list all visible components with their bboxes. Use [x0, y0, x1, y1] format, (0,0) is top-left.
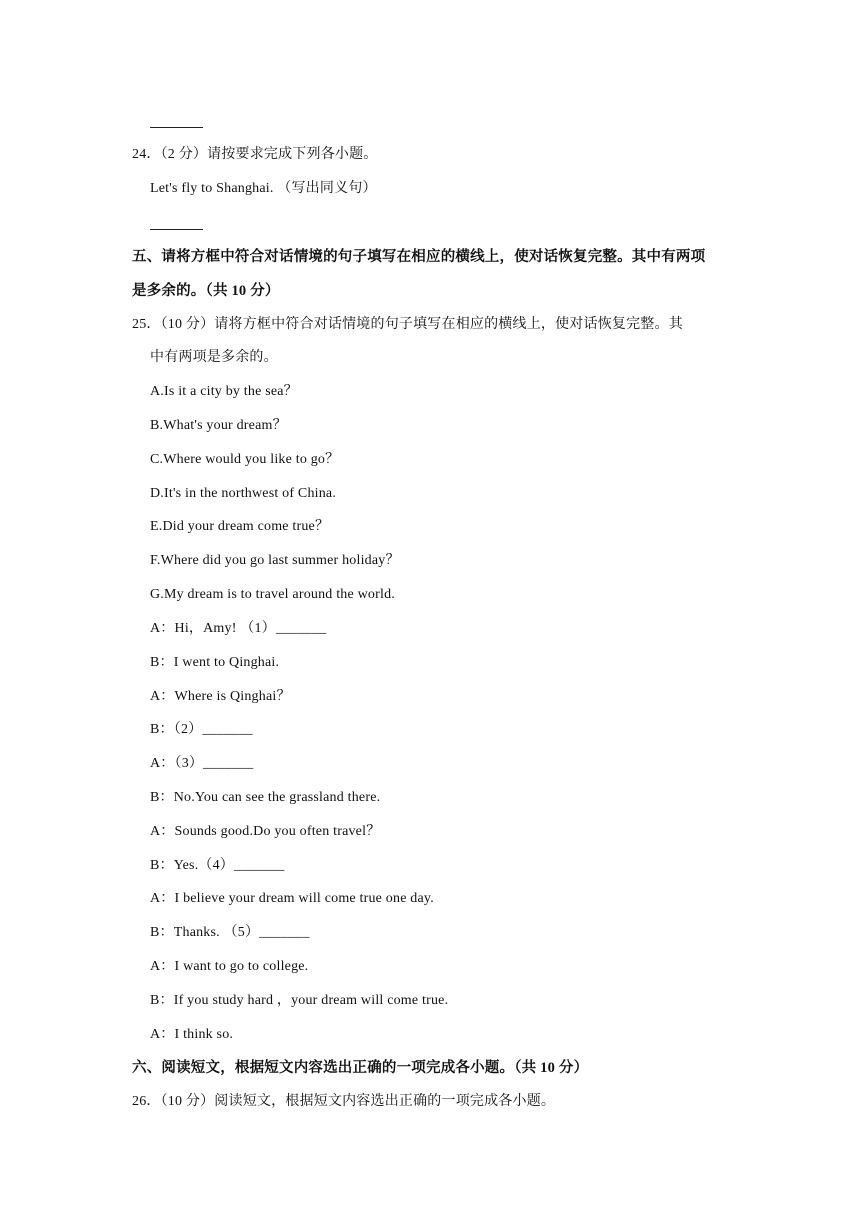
q25-header-line2: 中有两项是多余的。	[150, 350, 278, 365]
q25-option-e: E.Did your dream come true？	[150, 519, 330, 534]
q24-answer-blank	[150, 229, 203, 230]
dialogue-line-1: A：Hi，Amy! （1）_______	[150, 621, 327, 636]
section5-title-line1: 五、请将方框中符合对话情境的句子填写在相应的横线上，使对话恢复完整。其中有两项	[132, 249, 706, 265]
dialogue-line-3: A：Where is Qinghai？	[150, 689, 291, 704]
dialogue-line-2: B：I went to Qinghai.	[150, 655, 280, 670]
q25-header-line1: 25．（10 分）请将方框中符合对话情境的句子填写在相应的横线上，使对话恢复完整。其	[132, 317, 683, 332]
dialogue-line-10: B：Thanks. （5）_______	[150, 925, 310, 940]
answer-blank-top	[150, 127, 203, 128]
q25-option-c: C.Where would you like to go？	[150, 452, 340, 467]
dialogue-line-5: A：（3）_______	[150, 756, 254, 771]
section6-title: 六、阅读短文，根据短文内容选出正确的一项完成各小题。（共 10 分）	[132, 1060, 589, 1076]
dialogue-line-4: B：（2）_______	[150, 722, 253, 737]
q25-option-b: B.What's your dream？	[150, 418, 287, 433]
q24-prompt: Let's fly to Shanghai. （写出同义句）	[150, 181, 377, 196]
q25-option-g: G.My dream is to travel around the world.	[150, 587, 395, 602]
dialogue-line-13: A：I think so.	[150, 1027, 234, 1042]
dialogue-line-12: B：If you study hard ，your dream will come true.	[150, 993, 449, 1008]
dialogue-line-6: B：No.You can see the grassland there.	[150, 790, 381, 805]
q26-header: 26．（10 分）阅读短文，根据短文内容选出正确的一项完成各小题。	[132, 1094, 556, 1109]
q24-header: 24．（2 分）请按要求完成下列各小题。	[132, 147, 378, 162]
dialogue-line-8: B：Yes.（4）_______	[150, 858, 285, 873]
section5-title-line2: 是多余的。（共 10 分）	[132, 283, 280, 299]
dialogue-line-11: A：I want to go to college.	[150, 959, 309, 974]
q25-option-a: A.Is it a city by the sea？	[150, 384, 298, 399]
dialogue-line-7: A：Sounds good.Do you often travel？	[150, 824, 381, 839]
dialogue-line-9: A：I believe your dream will come true one day.	[150, 891, 434, 906]
q25-option-d: D.It's in the northwest of China.	[150, 486, 337, 501]
q25-option-f: F.Where did you go last summer holiday？	[150, 553, 400, 568]
